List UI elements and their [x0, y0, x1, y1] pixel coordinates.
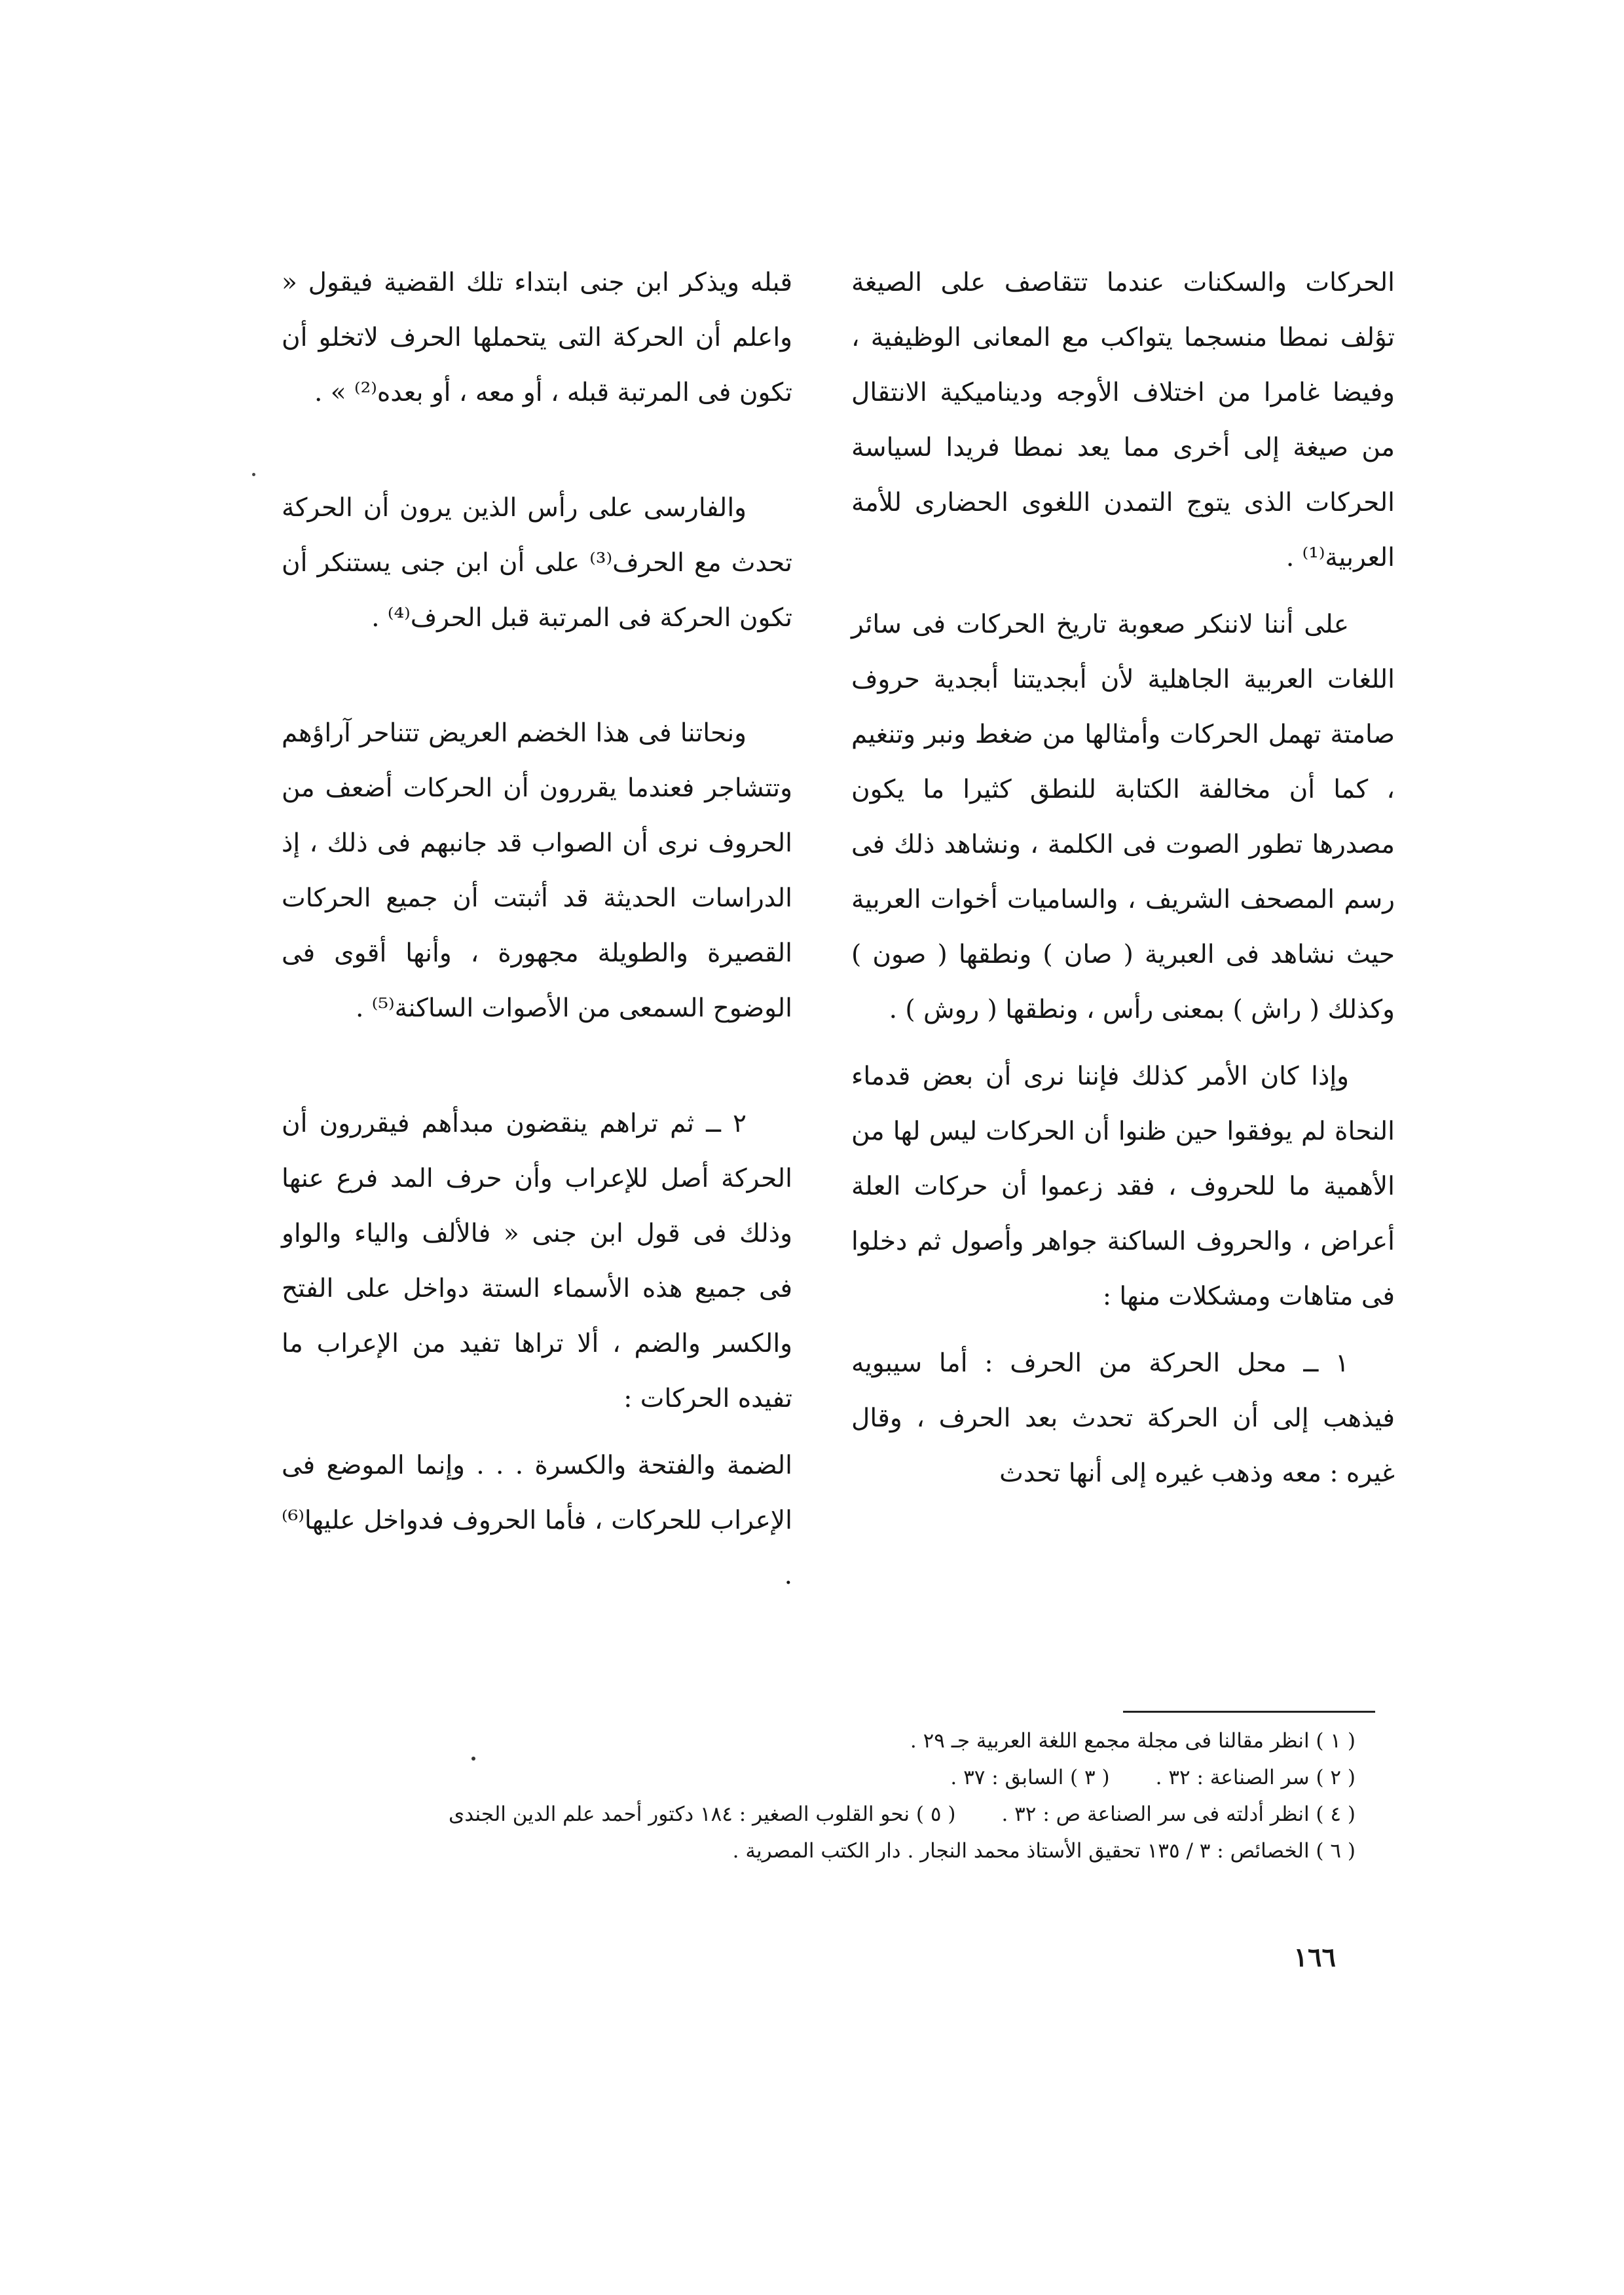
footnote: ( ٣ ) السابق : ٣٧ .	[950, 1766, 1110, 1789]
paragraph: ونحاتنا فى هذا الخضم العريض تتناحر آراؤهم وتتشاجر فعندما يقررون أن الحركات أضعف من الحروف نرى أن الصواب قد جانبهم فى ذلك ، إذ الدراسات الحديثة قد أثبتت أن جميع الحركات القصيرة والطويلة مجهورة ، وأنها أقوى فى الوضوح السمعى من الأصوات الساكنة⁽⁵⁾ .	[282, 718, 792, 1023]
paragraph: على أننا لاننكر صعوبة تاريخ الحركات فى سائر اللغات العربية الجاهلية لأن أبجديتنا أبجدية حروف صامتة تهمل الحركات وأمثالها من ضغط ونبر وتنغيم ، كما أن مخالفة الكتابة للنطق كثيرا ما يكون مصدرها تطور الصوت فى الكلمة ، ونشاهد ذلك فى رسم المصحف الشريف ، والساميات أخوات العربية حيث نشاهد فى العبرية ( صان ) ونطقها ( صون ) وكذلك ( راش ) بمعنى رأس ، ونطقها ( روش ) .	[851, 610, 1395, 1024]
paragraph: ١ ــ محل الحركة من الحرف : أما سيبويه فيذهب إلى أن الحركة تحدث بعد الحرف ، وقال غيره : معه وذهب غيره إلى أنها تحدث	[851, 1349, 1395, 1488]
footnote: ( ١ ) انظر مقالنا فى مجلة مجمع اللغة العربية جـ ٢٩ .	[910, 1729, 1356, 1753]
paragraph: وإذا كان الأمر كذلك فإننا نرى أن بعض قدماء النحاة لم يوفقوا حين ظنوا أن الحركات ليس لها من الأهمية ما للحروف ، فقد زعموا أن حركات العلة أعراض ، والحروف الساكنة جواهر وأصول ثم دخلوا فى متاهات ومشكلات منها :	[851, 1062, 1395, 1311]
footnote-line	[282, 1759, 1356, 1796]
footnote-separator	[1123, 1711, 1375, 1713]
footnote-line	[282, 1796, 1356, 1833]
page-number: ١٦٦	[1293, 1942, 1336, 1973]
footnotes	[282, 1723, 1356, 1869]
right-text-column	[851, 255, 1395, 1513]
footnote: ( ٢ ) سر الصناعة : ٣٢ .	[1155, 1766, 1356, 1789]
footnote: ( ٥ ) نحو القلوب الصغير : ١٨٤ دكتور أحمد علم الدين الجندى	[448, 1802, 956, 1826]
margin-mark	[252, 473, 255, 476]
left-text-column	[282, 255, 792, 1615]
footnote-line	[282, 1723, 1356, 1759]
paragraph: الضمة والفتحة والكسرة . . . وإنما الموضع فى الإعراب للحركات ، فأما الحروف فدواخل عليها⁽⁶⁾ .	[282, 1451, 792, 1590]
footnote: ( ٦ ) الخصائص : ٣ / ١٣٥ تحقيق الأستاذ محمد النجار . دار الكتب المصرية .	[732, 1839, 1356, 1863]
paragraph: والفارسى على رأس الذين يرون أن الحركة تحدث مع الحرف⁽³⁾ على أن ابن جنى يستنكر أن تكون الحركة فى المرتبة قبل الحرف⁽⁴⁾ .	[282, 493, 792, 633]
paragraph: قبله ويذكر ابن جنى ابتداء تلك القضية فيقول « واعلم أن الحركة التى يتحملها الحرف لاتخلو أن تكون فى المرتبة قبله ، أو معه ، أو بعده⁽²⁾ » .	[282, 268, 792, 407]
paragraph: ٢ ــ ثم تراهم ينقضون مبدأهم فيقررون أن الحركة أصل للإعراب وأن حرف المد فرع عنها وذلك فى قول ابن جنى « فالألف والياء والواو فى جميع هذه الأسماء الستة دواخل على الفتح والكسر والضم ، ألا تراها تفيد من الإعراب ما تفيده الحركات :	[282, 1109, 792, 1413]
paragraph: الحركات والسكنات عندما تتقاصف على الصيغة تؤلف نمطا منسجما يتواكب مع المعانى الوظيفية ، وفيضا غامرا من اختلاف الأوجه وديناميكية الانتقال من صيغة إلى أخرى مما يعد نمطا فريدا لسياسة الحركات الذى يتوج التمدن اللغوى الحضارى للأمة العربية⁽¹⁾ .	[851, 268, 1395, 572]
footnote: ( ٤ ) انظر أدلته فى سر الصناعة ص : ٣٢ .	[1001, 1802, 1356, 1826]
footnote-line	[282, 1833, 1356, 1869]
